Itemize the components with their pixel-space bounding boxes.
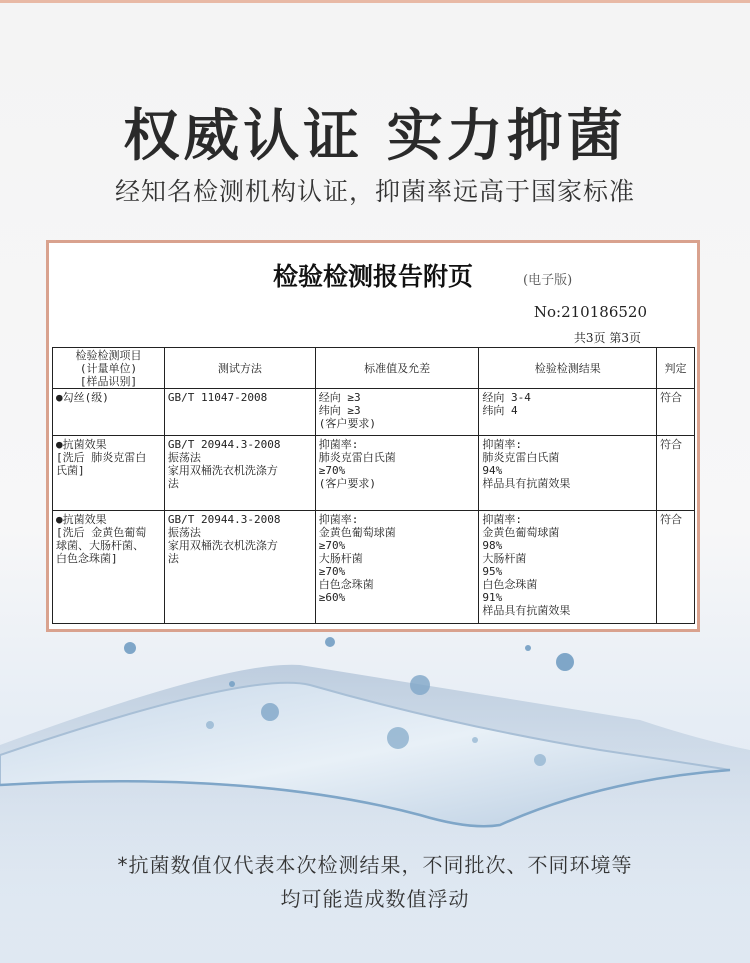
cell-line: 抑菌率: — [482, 513, 523, 526]
cell-standard — [315, 511, 479, 624]
report-number: No:210186520 — [533, 303, 647, 321]
cell-method — [164, 389, 315, 436]
cell-line: 样品具有抗菌效果 — [482, 477, 571, 490]
cell-item — [53, 511, 165, 624]
cell-line: (客户要求) — [318, 417, 377, 430]
report-edition: (电子版) — [523, 273, 573, 288]
cell-line: 94% — [482, 464, 503, 477]
cell-result — [479, 511, 657, 624]
cell-line: ≥60% — [318, 591, 346, 604]
cell-line: 大肠杆菌 — [482, 552, 527, 565]
cell-verdict: 符合 — [657, 511, 695, 624]
cell-verdict: 符合 — [657, 389, 695, 436]
column-header-verdict: 判定 — [657, 348, 695, 389]
report-table-header — [53, 348, 695, 389]
cell-line: 纬向 4 — [482, 404, 518, 417]
cell-line: 91% — [482, 591, 503, 604]
cell-line: 抑菌率: — [318, 438, 359, 451]
cell-line: 法 — [167, 477, 179, 490]
cell-line: GB/T 11047-2008 — [167, 391, 268, 404]
cell-standard — [315, 389, 479, 436]
cell-method — [164, 436, 315, 511]
report-page-info: 共3页 第3页 — [573, 331, 641, 345]
disclaimer-line-1: *抗菌数值仅代表本次检测结果，不同批次、不同环境等 — [117, 853, 633, 877]
cell-line: 金黄色葡萄球菌 — [482, 526, 560, 539]
cell-line: GB/T 20944.3-2008 — [167, 513, 281, 526]
top-accent-line — [0, 0, 750, 3]
cell-line: 98% — [482, 539, 503, 552]
table-row — [53, 389, 695, 436]
cell-line: 法 — [167, 552, 179, 565]
report-table — [52, 347, 695, 624]
disclaimer-note — [0, 848, 750, 916]
cell-method — [164, 511, 315, 624]
cell-verdict: 符合 — [657, 436, 695, 511]
cell-line: 95% — [482, 565, 503, 578]
cell-line: 纬向 ≥3 — [318, 404, 361, 417]
cell-line: ●抗菌效果 — [56, 513, 107, 526]
cell-line: 白色念珠菌] — [56, 552, 118, 565]
cell-result — [479, 389, 657, 436]
disclaimer-line-2: 均可能造成数值浮动 — [280, 887, 470, 911]
cell-line: ●勾丝(级) — [56, 391, 109, 404]
cell-line: 白色念珠菌 — [318, 578, 374, 591]
test-report-card — [46, 240, 700, 632]
cell-item — [53, 389, 165, 436]
cell-line: ●抗菌效果 — [56, 438, 107, 451]
cell-line: 经向 ≥3 — [318, 391, 361, 404]
cell-line: (客户要求) — [318, 477, 377, 490]
table-row — [53, 436, 695, 511]
cell-line: ≥70% — [318, 565, 346, 578]
page-title: 权威认证 实力抑菌 — [123, 104, 627, 169]
cell-line: 振荡法 — [167, 526, 201, 539]
cell-line: [洗后 肺炎克雷白 — [56, 451, 147, 464]
cell-line: [洗后 金黄色葡萄 — [56, 526, 147, 539]
cell-line: ≥70% — [318, 464, 346, 477]
cell-line: GB/T 20944.3-2008 — [167, 438, 281, 451]
column-header-method: 测试方法 — [164, 348, 315, 389]
cell-line: 抑菌率: — [482, 438, 523, 451]
column-header-standard: 标准值及允差 — [315, 348, 479, 389]
cell-line: ≥70% — [318, 539, 346, 552]
cell-line: 氏菌] — [56, 464, 85, 477]
page-subtitle: 经知名检测机构认证，抑菌率远高于国家标准 — [114, 177, 635, 206]
cell-line: 抑菌率: — [318, 513, 359, 526]
cell-line: 金黄色葡萄球菌 — [318, 526, 396, 539]
cell-line: 肺炎克雷白氏菌 — [482, 451, 560, 464]
cell-line: 白色念珠菌 — [482, 578, 538, 591]
cell-item — [53, 436, 165, 511]
cell-line: 球菌、大肠杆菌、 — [56, 539, 144, 552]
cell-standard — [315, 436, 479, 511]
cell-line: 肺炎克雷白氏菌 — [318, 451, 396, 464]
cell-line: 大肠杆菌 — [318, 552, 363, 565]
report-title: 检验检测报告附页 — [272, 262, 473, 291]
cell-result — [479, 436, 657, 511]
cell-line: 经向 3-4 — [482, 391, 531, 404]
column-header-result: 检验检测结果 — [479, 348, 657, 389]
table-row — [53, 511, 695, 624]
column-header-item: 检验检测项目 (计量单位) [样品识别] — [53, 348, 165, 389]
cell-line: 家用双桶洗衣机洗涤方 — [167, 464, 278, 477]
cell-line: 振荡法 — [167, 451, 201, 464]
cell-line: 家用双桶洗衣机洗涤方 — [167, 539, 278, 552]
cell-line: 样品具有抗菌效果 — [482, 604, 571, 617]
